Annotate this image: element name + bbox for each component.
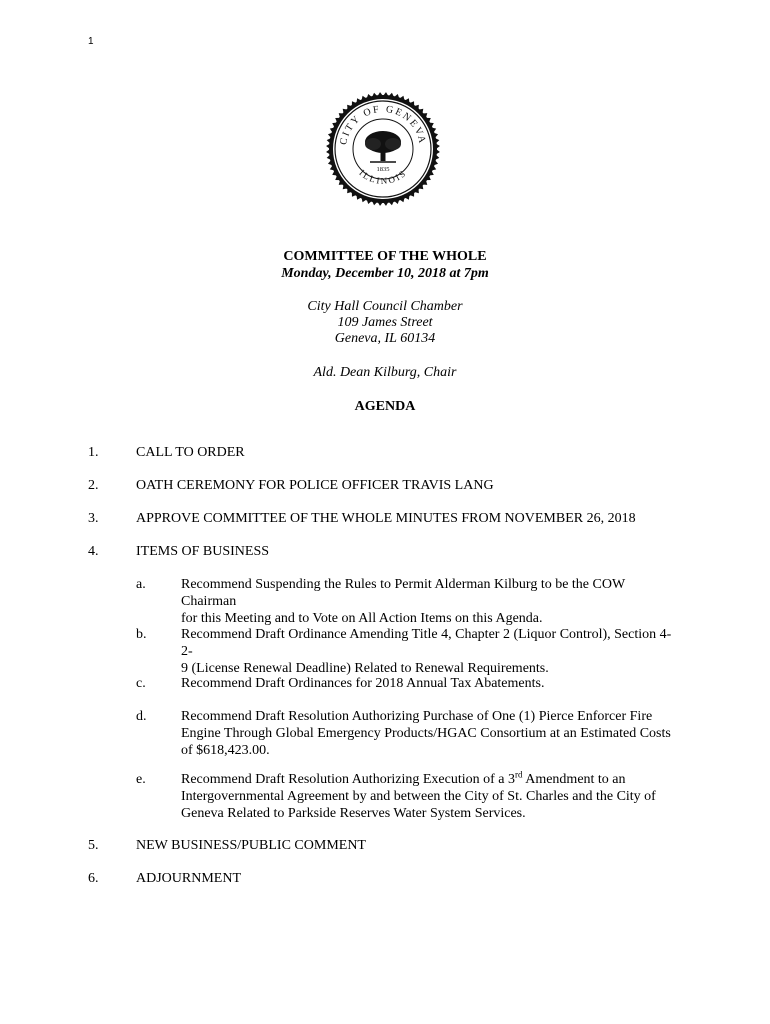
page-number: 1 (88, 36, 94, 47)
subitem-line-end: Amendment to an (522, 772, 626, 787)
ordinal-superscript: rd (514, 769, 523, 780)
item-text: NEW BUSINESS/PUBLIC COMMENT (136, 838, 366, 853)
subitem-line: Engine Through Global Emergency Products/HGAC Consortium at an Estimated Costs (181, 726, 671, 741)
committee-title: COMMITTEE OF THE WHOLE (283, 249, 487, 264)
subitem-text (181, 771, 681, 822)
subitem-letter: a. (136, 577, 146, 592)
subitem-text (181, 626, 681, 677)
location-line-city: Geneva, IL 60134 (334, 331, 436, 346)
location-line-venue: City Hall Council Chamber (307, 299, 463, 314)
item-text: CALL TO ORDER (136, 445, 245, 460)
subitem-letter: b. (136, 627, 147, 642)
item-text: OATH CEREMONY FOR POLICE OFFICER TRAVIS LANG (136, 478, 494, 493)
chair-line: Ald. Dean Kilburg, Chair (313, 365, 457, 380)
item-text: ITEMS OF BUSINESS (136, 544, 270, 559)
subitem-text (181, 708, 681, 759)
city-of-geneva-seal-icon (326, 92, 440, 206)
item-text: APPROVE COMMITTEE OF THE WHOLE MINUTES FROM NOVEMBER 26, 2018 (136, 511, 636, 526)
subitem-line: Geneva Related to Parkside Reserves Water System Services. (181, 806, 526, 821)
item-number: 2. (88, 478, 99, 493)
subitem-line: Recommend Draft Ordinances for 2018 Annual Tax Abatements. (181, 676, 545, 691)
subitem-line-start: Recommend Draft Resolution Authorizing Execution of a 3 (181, 772, 515, 787)
item-number: 6. (88, 871, 99, 886)
subitem-line: for this Meeting and to Vote on All Action Items on this Agenda. (181, 611, 543, 626)
subitem-line: Recommend Suspending the Rules to Permit Alderman Kilburg to be the COW Chairman (181, 577, 625, 609)
svg-text:1835: 1835 (376, 166, 390, 173)
meeting-date: Monday, December 10, 2018 at 7pm (281, 266, 489, 281)
subitem-line: of $618,423.00. (181, 743, 270, 758)
subitem-letter: d. (136, 709, 147, 724)
agenda-heading: AGENDA (354, 399, 416, 414)
item-number: 1. (88, 445, 99, 460)
subitem-line: 9 (License Renewal Deadline) Related to Renewal Requirements. (181, 661, 549, 676)
location-line-street: 109 James Street (337, 315, 433, 330)
item-number: 4. (88, 544, 99, 559)
subitem-text (181, 576, 681, 627)
subitem-letter: e. (136, 772, 146, 787)
subitem-line: Recommend Draft Resolution Authorizing Purchase of One (1) Pierce Enforcer Fire (181, 709, 653, 724)
subitem-line (181, 771, 681, 788)
item-text: ADJOURNMENT (136, 871, 241, 886)
svg-text:ILLINOIS: ILLINOIS (357, 167, 409, 187)
subitem-text (181, 675, 681, 692)
subitem-letter: c. (136, 676, 146, 691)
subitem-line: Intergovernmental Agreement by and between the City of St. Charles and the City of (181, 789, 656, 804)
item-number: 5. (88, 838, 99, 853)
subitem-line: Recommend Draft Ordinance Amending Title 4, Chapter 2 (Liquor Control), Section 4-2- (181, 627, 672, 659)
item-number: 3. (88, 511, 99, 526)
svg-text:CITY OF GENEVA: CITY OF GENEVA (338, 103, 428, 146)
